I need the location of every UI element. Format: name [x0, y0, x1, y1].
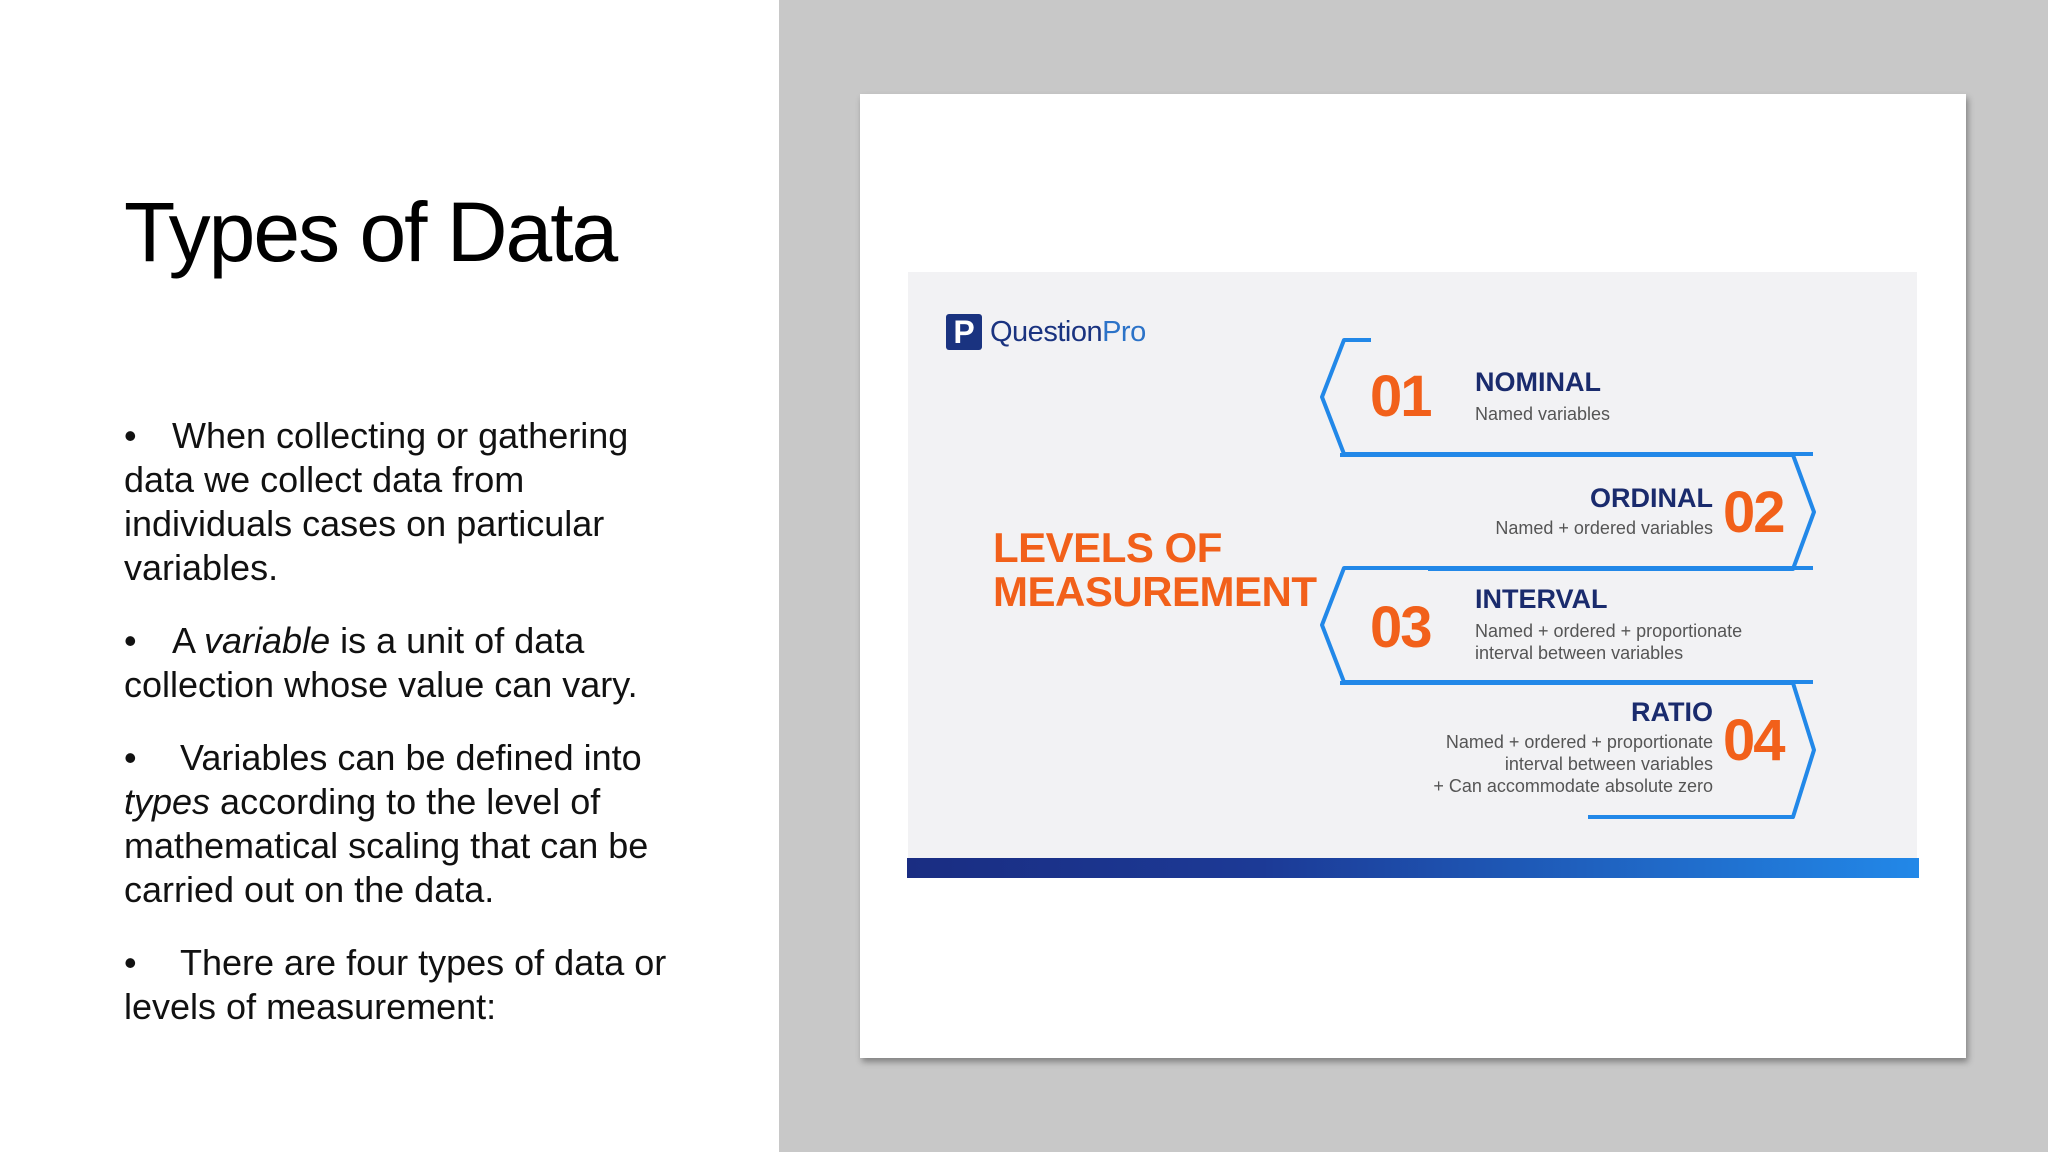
- bullet-text: Variables can be defined into: [180, 737, 642, 778]
- slide-title: Types of Data: [124, 185, 617, 279]
- level-name-ordinal: ORDINAL: [1590, 483, 1713, 513]
- bullet-item: [124, 414, 684, 590]
- infographic-card: [860, 94, 1966, 1058]
- questionpro-logo-icon: P: [946, 314, 982, 350]
- levels-heading-line2: MEASUREMENT: [993, 568, 1317, 615]
- bullet-emphasis: types: [124, 781, 211, 822]
- bullet-marker: •: [124, 620, 137, 661]
- level-number-04: 04: [1723, 708, 1784, 773]
- bullet-marker: •: [124, 415, 137, 456]
- bullet-text: A: [172, 620, 205, 661]
- bullet-marker: •: [124, 942, 137, 983]
- questionpro-logo-text: QuestionPro: [990, 316, 1146, 348]
- bullet-text: according to the level of mathematical scaling that can be carried out on the data.: [124, 781, 649, 910]
- level-desc-nominal: Named variables: [1475, 404, 1611, 424]
- bullet-item: [124, 619, 684, 707]
- bullet-list: [124, 414, 684, 1058]
- level-name-nominal: NOMINAL: [1475, 367, 1601, 397]
- bullet-text: There are four types of data or levels of measurement:: [124, 942, 667, 1027]
- infographic-footer-bar: [907, 858, 1919, 878]
- levels-of-measurement-infographic: [908, 272, 1917, 866]
- bullet-text: is a unit of data collection whose value can vary.: [124, 620, 638, 705]
- bullet-item: [124, 736, 684, 912]
- slide-text-pane: [0, 0, 779, 1152]
- level-desc-interval: Named + ordered + proportionate interval between variables: [1475, 621, 1743, 663]
- bullet-emphasis: variable: [204, 620, 331, 661]
- bullet-item: [124, 941, 684, 1029]
- level-name-ratio: RATIO: [1631, 697, 1713, 727]
- level-number-01: 01: [1370, 364, 1431, 429]
- level-number-03: 03: [1370, 595, 1431, 660]
- bullet-marker: •: [124, 737, 137, 778]
- level-desc-ratio: Named + ordered + proportionate interval between variables + Can accommodate absolute zero: [1433, 732, 1713, 796]
- level-desc-ordinal: Named + ordered variables: [1495, 518, 1713, 538]
- level-number-02: 02: [1723, 480, 1784, 545]
- levels-heading-line1: LEVELS OF: [993, 524, 1222, 571]
- bullet-text: When collecting or gathering data we collect data from individuals cases on particular variables.: [124, 415, 629, 588]
- level-name-interval: INTERVAL: [1475, 584, 1608, 614]
